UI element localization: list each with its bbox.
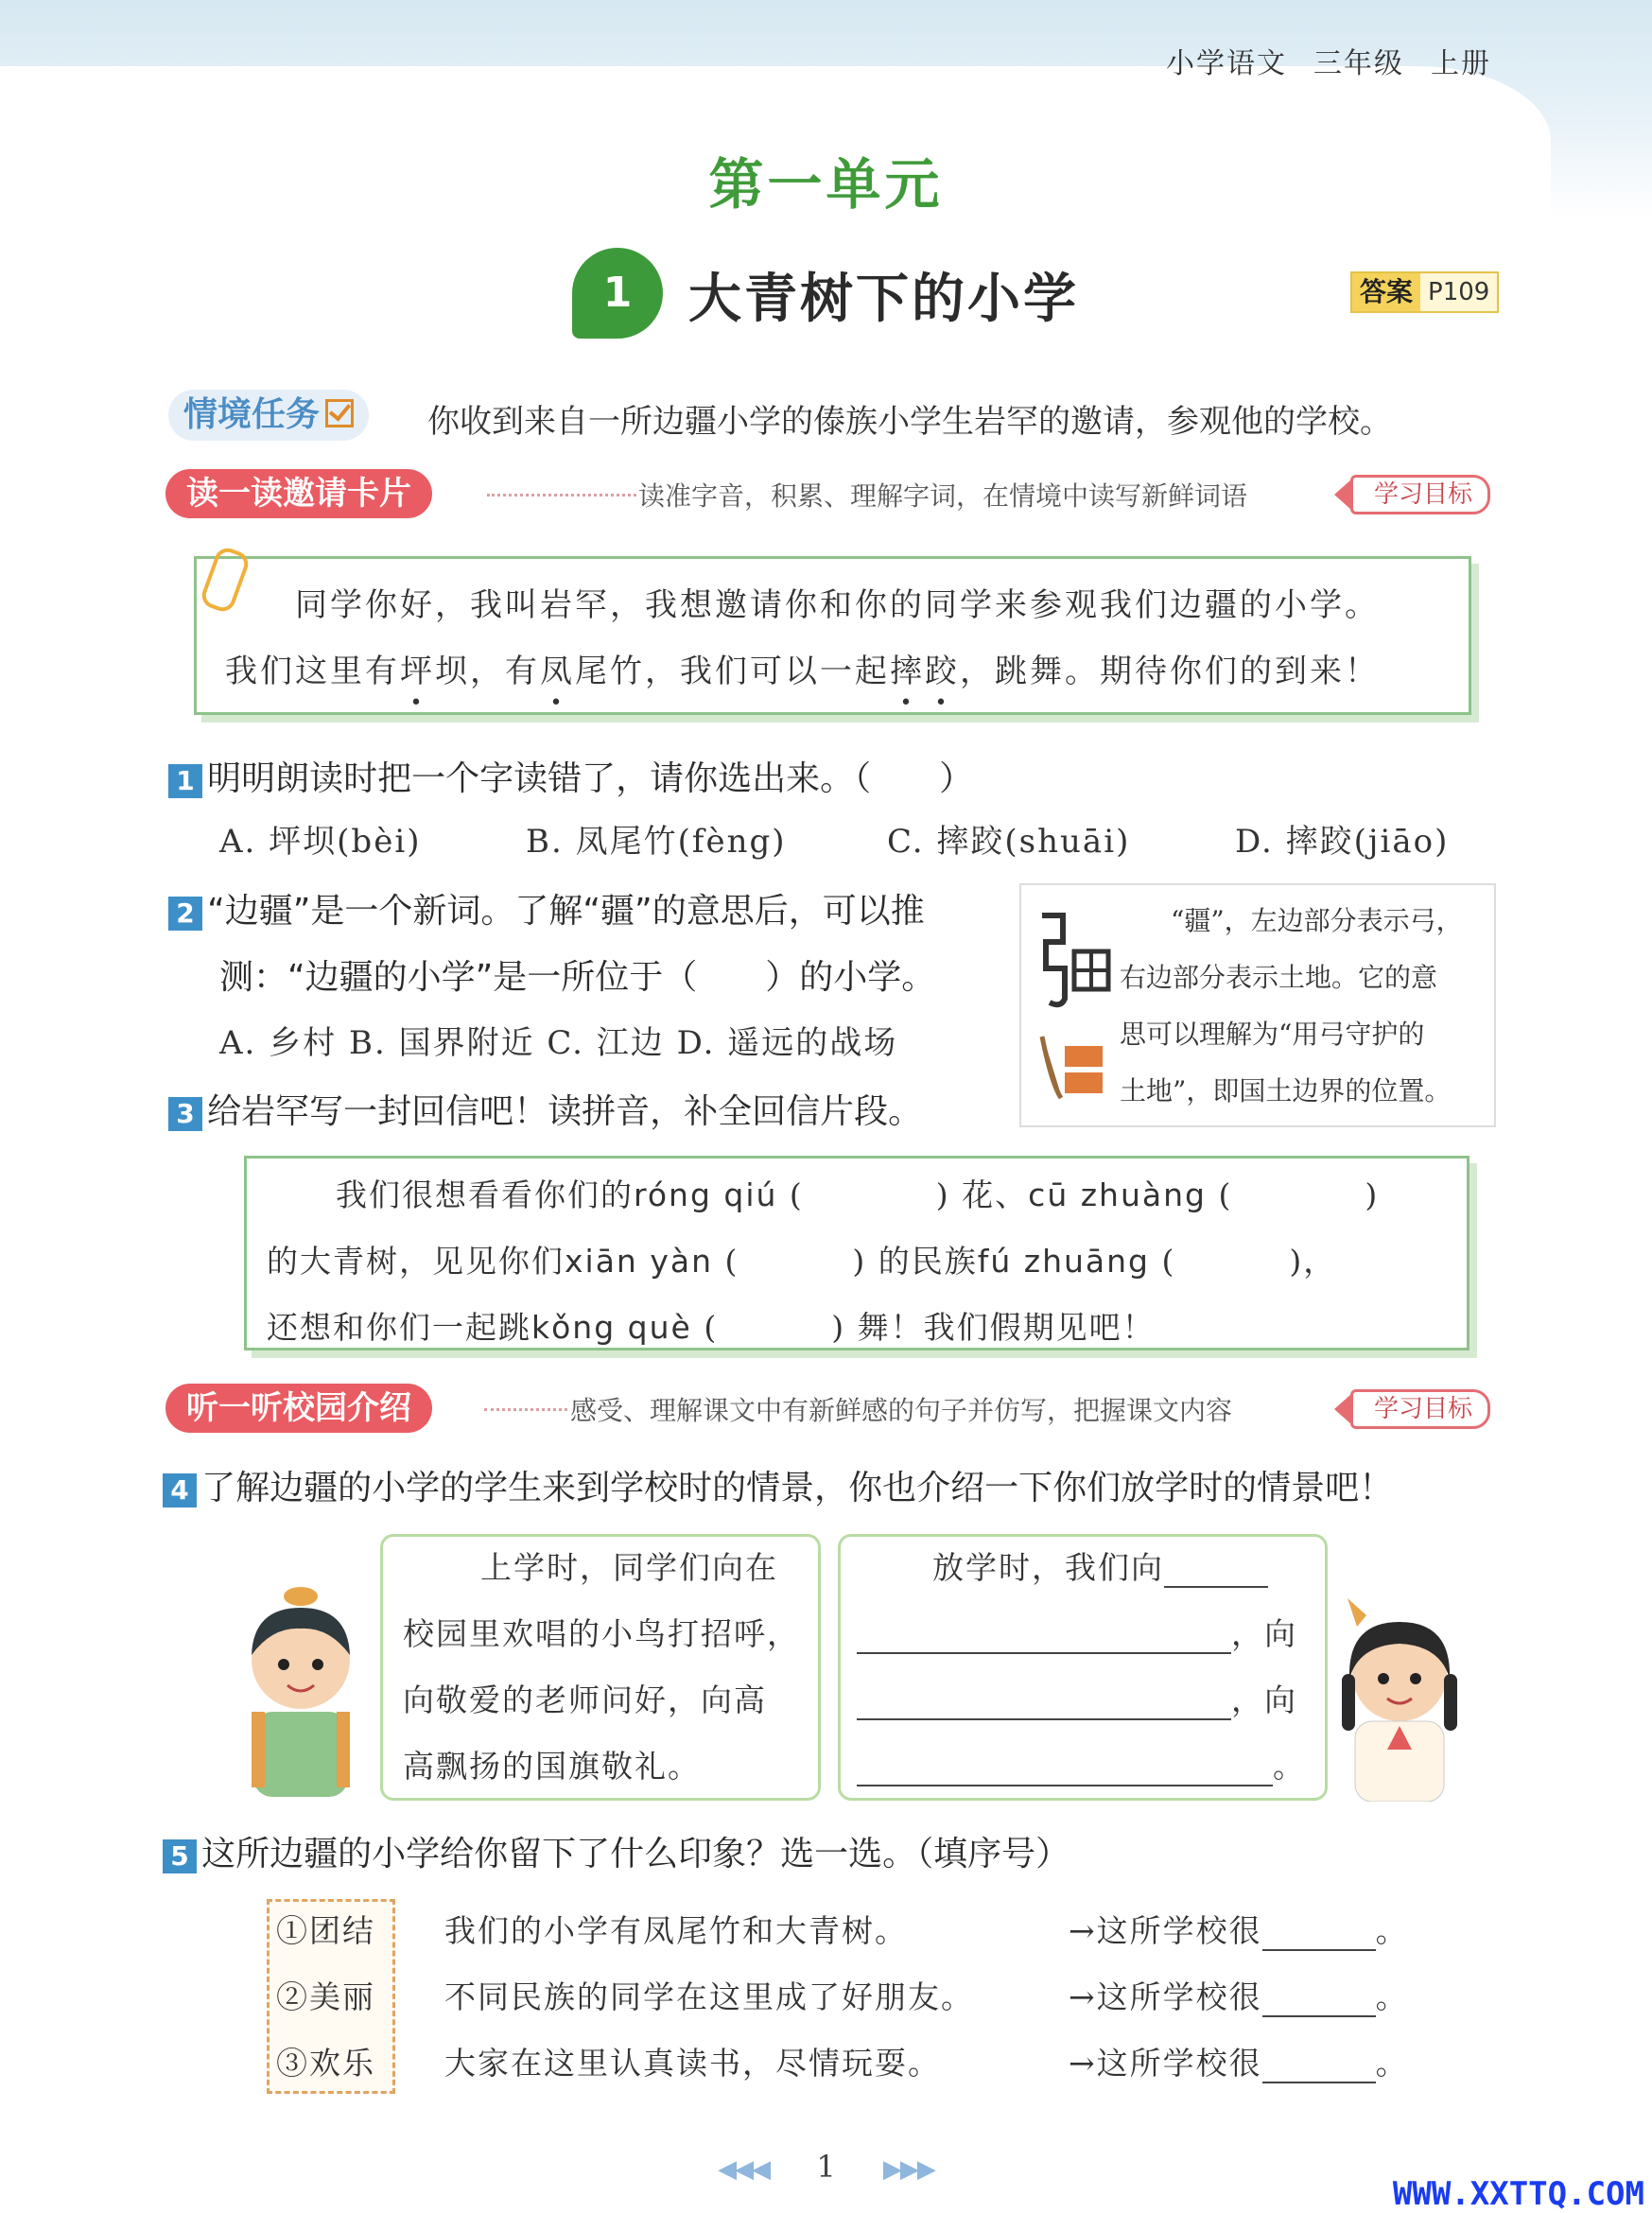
card-text: ，跳舞。期待你们的到来！ <box>960 653 1380 690</box>
section-title-read: 读一读邀请卡片 <box>165 469 432 518</box>
lesson-title: 大青树下的小学 <box>688 269 1079 330</box>
arrival-line-2: 校园里欢唱的小鸟打招呼， <box>403 1615 800 1652</box>
q2-options[interactable]: A. 乡村 B. 国界附近 C. 江边 D. 遥远的战场 <box>219 1024 898 1062</box>
note-line-4: 土地”，即国土边界的位置。 <box>1120 1075 1452 1106</box>
card-line-1: 同学你好，我叫岩罕，我想邀请你和你的同学来参观我们边疆的小学。 <box>295 586 1380 624</box>
card-char: 尾 <box>575 653 610 690</box>
answer-blank[interactable] <box>739 1251 852 1281</box>
question-4 <box>163 1461 1393 1509</box>
reply-text: 的大青树，见见你们 <box>267 1243 565 1280</box>
row-end: 。 <box>1375 1912 1409 1949</box>
bubble-text: 。 <box>1273 1748 1306 1785</box>
task-label <box>168 390 369 441</box>
choice-1: ①团结 <box>276 1912 375 1949</box>
section-goal-text: 读准字音，积累、理解字词，在情境中读写新鲜词语 <box>638 480 1248 512</box>
goal-tag: 学习目标 <box>1350 1389 1490 1429</box>
subject: 小学语文 <box>1166 47 1287 80</box>
lesson-number-badge: 1 <box>572 248 663 339</box>
boy-illustration <box>225 1570 376 1797</box>
section-title-listen: 听一听校园介绍 <box>165 1384 432 1433</box>
arrow-text: →这所学校很 <box>1069 1978 1262 2015</box>
card-char: 坝 <box>435 653 470 690</box>
answer-blank[interactable] <box>857 1688 1231 1720</box>
reply-line-2: 的大青树，见见你们xiān yàn ( ) 的民族fú zhuāng ( )， <box>267 1243 1337 1280</box>
statement-3: 大家在这里认真读书，尽情玩耍。 <box>444 2045 941 2082</box>
goal-tag: 学习目标 <box>1350 475 1490 514</box>
card-text: ，有 <box>470 653 540 690</box>
bubble-text: ，向 <box>1231 1682 1297 1718</box>
q1-option-c[interactable]: C. 摔跤(shuāi) <box>887 823 1131 861</box>
marked-char: 凤 <box>540 653 575 690</box>
grade: 三年级 <box>1313 47 1404 80</box>
pinyin: xiān yàn <box>565 1243 713 1280</box>
answer-blank[interactable] <box>1175 1251 1289 1281</box>
reply-text: 舞！我们假期见吧！ <box>857 1309 1156 1346</box>
question-text: 这所边疆的小学给你留下了什么印象？选一选。（填序号） <box>201 1835 1070 1873</box>
answer-tag <box>1350 271 1499 313</box>
choice-2: ②美丽 <box>276 1978 375 2015</box>
statement-2: 不同民族的同学在这里成了好朋友。 <box>444 1978 974 2015</box>
answer-blank[interactable] <box>1262 1919 1376 1951</box>
character-note <box>1019 883 1496 1127</box>
marked-char: 跤 <box>925 653 960 690</box>
pinyin: kǒng què <box>531 1309 692 1346</box>
after-school-line-2 <box>857 1610 1297 1654</box>
question-text: 了解边疆的小学的学生来到学校时的情景，你也介绍一下你们放学时的情景吧！ <box>201 1469 1394 1507</box>
note-line-3: 思可以理解为“用弓守护的 <box>1120 1019 1425 1050</box>
question-text: “边疆”是一个新词。了解“疆”的意思后，可以推 <box>207 892 925 931</box>
watermark: WWW.XXTTQ.COM <box>1392 2175 1644 2213</box>
reply-line-3: 还想和你们一起跳kǒng què ( ) 舞！我们假期见吧！ <box>267 1309 1156 1346</box>
answer-label: 答案 <box>1352 273 1420 311</box>
question-2 <box>168 884 925 932</box>
card-text: 我们这里有 <box>225 653 400 690</box>
bubble-text: 放学时，我们向 <box>932 1549 1164 1586</box>
question-number: 4 <box>163 1473 197 1507</box>
left-arrows-icon: ◀◀◀ <box>718 2155 770 2184</box>
task-text: 你收到来自一所边疆小学的傣族小学生岩罕的邀请，参观他的学校。 <box>427 403 1392 441</box>
question-number: 5 <box>163 1839 197 1873</box>
question-number: 3 <box>168 1097 202 1131</box>
arrow-text: →这所学校很 <box>1069 2045 1262 2082</box>
reply-text: 花、 <box>962 1176 1029 1213</box>
pinyin: fú zhuāng <box>977 1243 1151 1280</box>
statement-1: 我们的小学有凤尾竹和大青树。 <box>444 1912 908 1949</box>
reply-line-1: 我们很想看看你们的róng qiú ( ) 花、cū zhuàng ( ) <box>336 1176 1380 1213</box>
question-number: 1 <box>168 764 202 798</box>
note-line-2: 右边部分表示土地。它的意 <box>1120 962 1438 993</box>
row-end: 。 <box>1375 1978 1409 2015</box>
reply-text: 的民族 <box>878 1243 978 1280</box>
card-line-2 <box>225 645 1380 691</box>
task-label-text: 情境任务 <box>183 395 321 434</box>
pinyin: cū zhuàng <box>1028 1176 1207 1213</box>
answer-blank[interactable] <box>857 1754 1273 1786</box>
reply-text: 我们很想看看你们的 <box>336 1176 634 1213</box>
marked-char: 坪 <box>400 653 435 690</box>
note-line-1: “疆”，左边部分表示弓， <box>1171 905 1463 936</box>
page-number: 1 <box>816 2149 836 2185</box>
question-text: 明明朗读时把一个字读错了，请你选出来。（ ） <box>207 759 974 798</box>
q1-option-a[interactable]: A. 坪坝(bèi) <box>219 823 422 861</box>
answer-blank[interactable] <box>804 1185 936 1215</box>
answer-blank[interactable] <box>857 1622 1231 1654</box>
after-school-line-3 <box>857 1676 1297 1720</box>
section-divider <box>484 1408 567 1411</box>
answer-blank[interactable] <box>1232 1185 1365 1215</box>
question-3 <box>168 1085 922 1133</box>
checkbox-icon <box>325 399 354 427</box>
answer-row-1 <box>1069 1907 1409 1951</box>
section-divider <box>487 494 636 497</box>
section-goal-text: 感受、理解课文中有新鲜感的句子并仿写，把握课文内容 <box>570 1395 1233 1426</box>
question-5 <box>163 1827 1069 1875</box>
arrival-line-3: 向敬爱的老师问好，向高 <box>403 1682 767 1718</box>
after-school-line-4 <box>857 1742 1306 1786</box>
girl-illustration <box>1329 1589 1470 1802</box>
arrival-line-4: 高飘扬的国旗敬礼。 <box>403 1748 701 1785</box>
answer-row-2 <box>1069 1973 1409 2017</box>
book-info <box>1139 40 1491 81</box>
reply-text: 还想和你们一起跳 <box>267 1309 531 1346</box>
character-illustration-icon <box>1033 904 1114 1103</box>
choice-3: ③欢乐 <box>276 2045 375 2082</box>
marked-char: 摔 <box>890 653 925 690</box>
answer-blank[interactable] <box>1164 1556 1268 1588</box>
arrow-text: →这所学校很 <box>1069 1912 1262 1949</box>
question-2-line-2: 测：“边疆的小学”是一所位于（ ）的小学。 <box>219 958 936 997</box>
pinyin: róng qiú <box>634 1176 778 1213</box>
bubble-text: ，向 <box>1231 1615 1297 1652</box>
volume: 上册 <box>1431 47 1491 80</box>
question-text: 给岩罕写一封回信吧！读拼音，补全回信片段。 <box>207 1092 923 1131</box>
card-text: 竹，我们可以一起 <box>610 653 890 690</box>
answer-blank[interactable] <box>718 1317 831 1348</box>
answer-page: P109 <box>1420 273 1497 311</box>
after-school-line-1 <box>932 1543 1268 1588</box>
arrival-line-1: 上学时，同学们向在 <box>480 1549 778 1586</box>
question-number: 2 <box>168 897 202 931</box>
q1-option-d[interactable]: D. 摔跤(jiāo) <box>1235 823 1450 861</box>
answer-row-3 <box>1069 2039 1409 2083</box>
q1-option-b[interactable]: B. 凤尾竹(fèng) <box>526 823 787 861</box>
right-arrows-icon: ▶▶▶ <box>882 2155 934 2184</box>
answer-blank[interactable] <box>1262 1985 1376 2017</box>
unit-title: 第一单元 <box>708 152 944 217</box>
question-1 <box>168 752 973 800</box>
answer-blank[interactable] <box>1262 2051 1376 2083</box>
row-end: 。 <box>1375 2045 1409 2082</box>
